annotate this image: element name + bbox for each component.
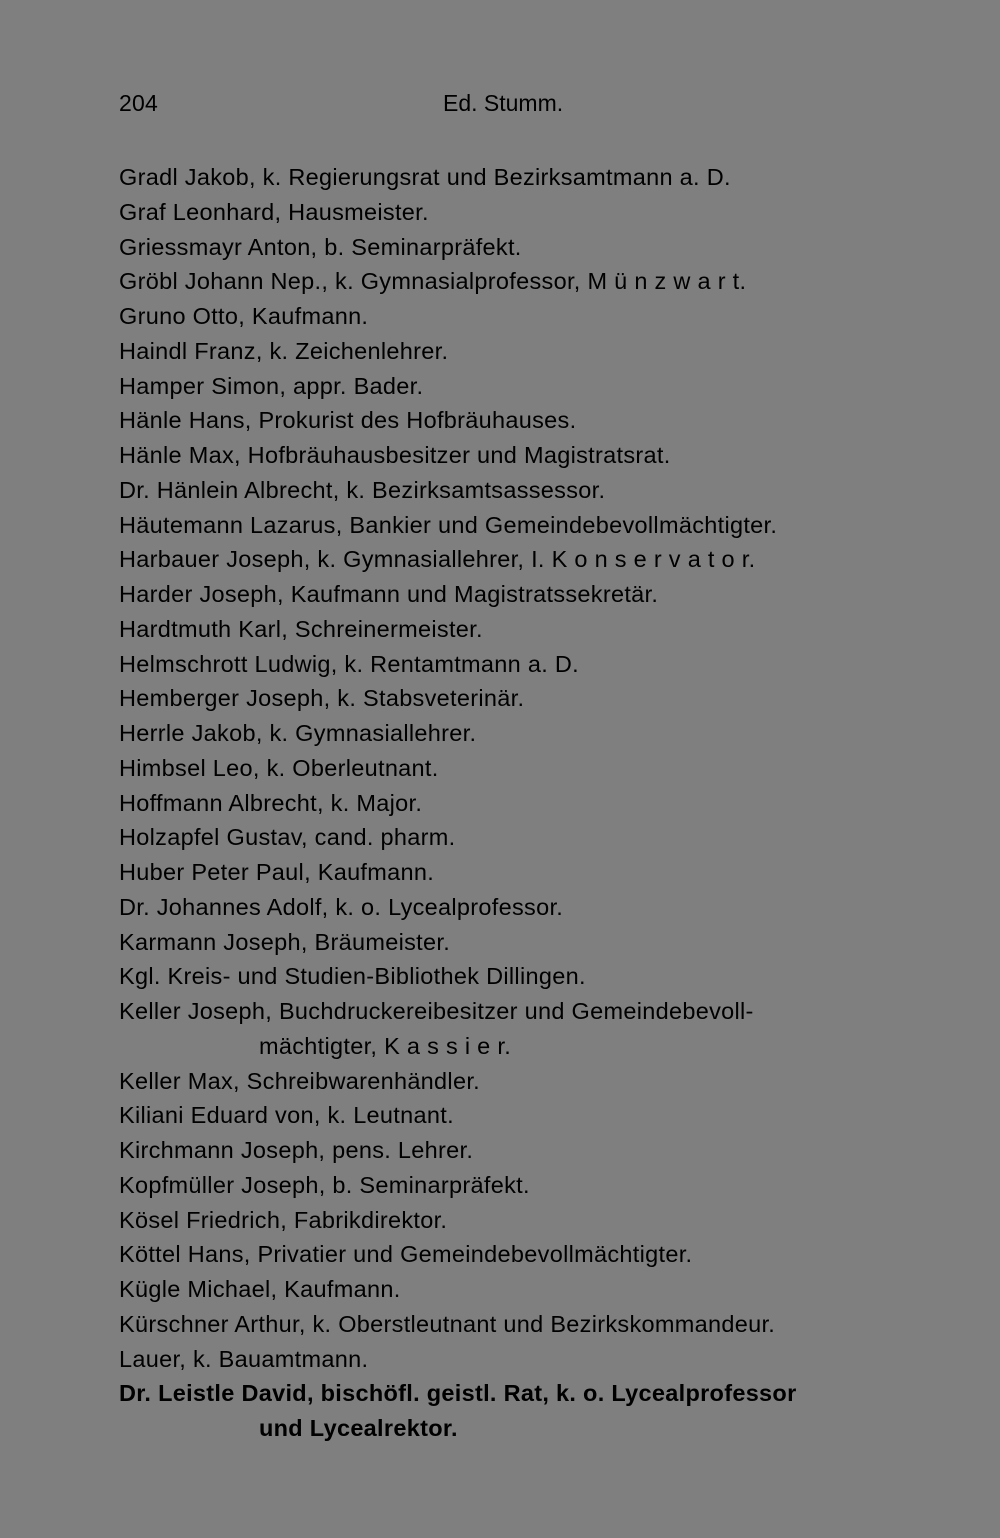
page-number: 204 xyxy=(119,90,158,116)
list-entry: Kopfmüller Joseph, b. Seminarpräfekt. xyxy=(119,1171,530,1198)
list-entry: Griessmayr Anton, b. Seminarpräfekt. xyxy=(119,233,522,260)
list-entry: Hardtmuth Karl, Schreinermeister. xyxy=(119,615,483,642)
list-entry: Gradl Jakob, k. Regierungsrat und Bezirksamtmann a. D. xyxy=(119,164,731,190)
list-entry: Hänle Max, Hofbräuhausbesitzer und Magistratsrat. xyxy=(119,442,671,468)
list-entry: Gröbl Johann Nep., k. Gymnasialprofessor, M ü n z w a r t. xyxy=(119,268,747,295)
list-entry: Häutemann Lazarus, Bankier und Gemeindebevollmächtigter. xyxy=(119,511,778,538)
list-entry: Helmschrott Ludwig, k. Rentamtmann a. D. xyxy=(119,650,579,677)
list-entry: Harder Joseph, Kaufmann und Magistratssekretär. xyxy=(119,581,659,607)
list-entry: Himbsel Leo, k. Oberleutnant. xyxy=(119,754,439,781)
running-head: Ed. Stumm. xyxy=(443,90,564,116)
list-entry: Kgl. Kreis- und Studien-Bibliothek Dillingen. xyxy=(119,963,586,990)
list-entry-continuation: und Lycealrektor. xyxy=(259,1415,458,1441)
list-entry: Kügle Michael, Kaufmann. xyxy=(119,1276,401,1302)
list-entry: Lauer, k. Bauamtmann. xyxy=(119,1345,369,1372)
list-entry: Holzapfel Gustav, cand. pharm. xyxy=(119,824,456,851)
list-entry: Hamper Simon, appr. Bader. xyxy=(119,372,424,399)
list-entry: Gruno Otto, Kaufmann. xyxy=(119,303,369,329)
page-header xyxy=(119,90,589,126)
member-list xyxy=(119,160,899,1446)
list-entry: Huber Peter Paul, Kaufmann. xyxy=(119,859,435,885)
list-entry: Kirchmann Joseph, pens. Lehrer. xyxy=(119,1137,474,1163)
list-entry: Graf Leonhard, Hausmeister. xyxy=(119,198,429,225)
list-entry: Köttel Hans, Privatier und Gemeindebevollmächtigter. xyxy=(119,1241,693,1268)
list-entry: Dr. Johannes Adolf, k. o. Lycealprofessor. xyxy=(119,893,564,920)
list-entry: Dr. Hänlein Albrecht, k. Bezirksamtsassessor. xyxy=(119,476,606,503)
list-entry: Kösel Friedrich, Fabrikdirektor. xyxy=(119,1206,448,1233)
list-entry-continuation: mächtigter, K a s s i e r. xyxy=(259,1032,512,1059)
list-entry: Hemberger Joseph, k. Stabsveterinär. xyxy=(119,685,525,712)
list-entry: Karmann Joseph, Bräumeister. xyxy=(119,928,451,955)
list-entry: Dr. Leistle David, bischöfl. geistl. Rat, k. o. Lycealprofessor xyxy=(119,1380,797,1407)
list-entry: Hänle Hans, Prokurist des Hofbräuhauses. xyxy=(119,407,577,434)
list-entry: Kiliani Eduard von, k. Leutnant. xyxy=(119,1102,454,1129)
list-entry: Herrle Jakob, k. Gymnasiallehrer. xyxy=(119,720,477,746)
list-entry: Hoffmann Albrecht, k. Major. xyxy=(119,789,423,816)
list-entry: Keller Max, Schreibwarenhändler. xyxy=(119,1067,480,1094)
list-entry: Kürschner Arthur, k. Oberstleutnant und Bezirkskommandeur. xyxy=(119,1310,776,1337)
list-entry: Haindl Franz, k. Zeichenlehrer. xyxy=(119,337,449,364)
list-entry: Harbauer Joseph, k. Gymnasiallehrer, I. K o n s e r v a t o r. xyxy=(119,546,756,573)
list-entry: Keller Joseph, Buchdruckereibesitzer und Gemeindebevoll- xyxy=(119,998,754,1024)
